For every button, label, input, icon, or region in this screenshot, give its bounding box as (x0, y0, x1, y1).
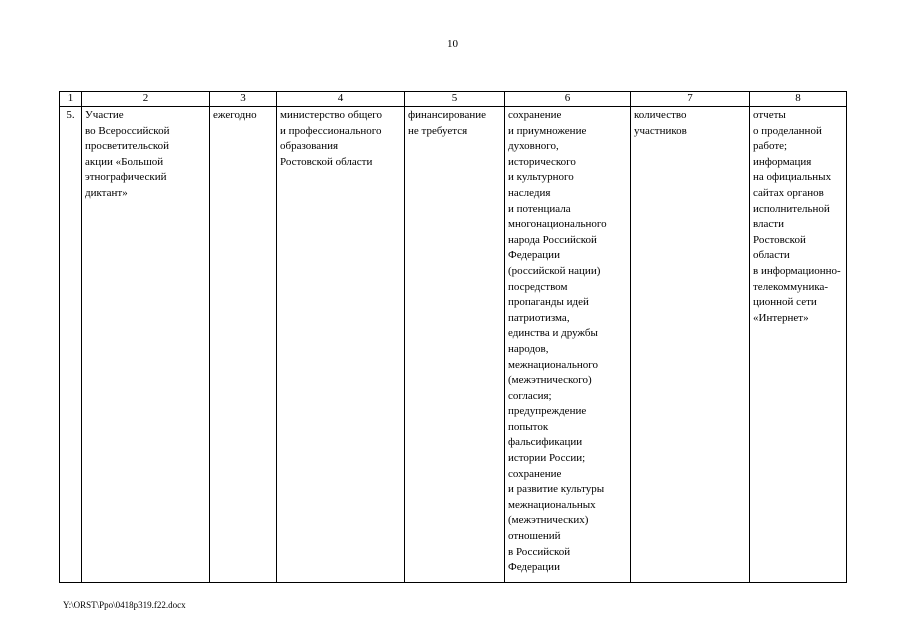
column-number-1: 1 (60, 92, 82, 107)
column-number-2: 2 (82, 92, 210, 107)
goal-cell: сохранение и приумножение духовного, исторического и культурного наследия и потенциала многонационального народа Российской Федерации (российской нации) посредством пропаганды идей патриотизма, единства и дружбы народов, межнационального (межэтнического) согласия; предупреждение попыток фальсификации истории России; сохранение и развитие культуры межнациональных (межэтнических) отношений в Российской Федерации (505, 107, 631, 583)
column-number-5: 5 (405, 92, 505, 107)
footer-file-path: Y:\ORST\Ppo\0418p319.f22.docx (63, 600, 186, 610)
indicator-cell: количество участников (631, 107, 750, 583)
page-number: 10 (447, 38, 458, 50)
column-number-8: 8 (750, 92, 847, 107)
report-cell: отчеты о проделанной работе; информация на официальных сайтах органов исполнительной власти Ростовской области в информационно- телекоммуника- ционной сети «Интернет» (750, 107, 847, 583)
period-cell: ежегодно (210, 107, 277, 583)
table-header-row (60, 92, 847, 107)
column-number-7: 7 (631, 92, 750, 107)
activity-cell: Участие во Всероссийской просветительской акции «Большой этнографический диктант» (82, 107, 210, 583)
executor-cell: министерство общего и профессионального образования Ростовской области (277, 107, 405, 583)
column-number-4: 4 (277, 92, 405, 107)
financing-cell: финансирование не требуется (405, 107, 505, 583)
column-number-6: 6 (505, 92, 631, 107)
column-number-3: 3 (210, 92, 277, 107)
events-plan-table (59, 91, 847, 583)
row-number-cell: 5. (60, 107, 82, 583)
table-row (60, 107, 847, 583)
